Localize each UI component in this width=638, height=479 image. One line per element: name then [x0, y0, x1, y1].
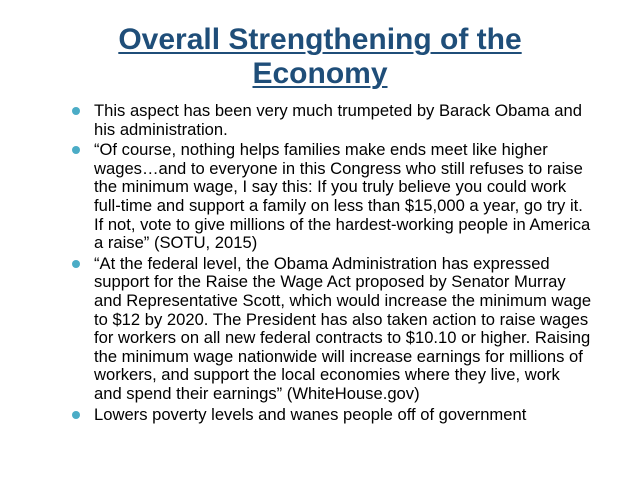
round-bullet-icon: [72, 411, 80, 419]
bullet-text: “Of course, nothing helps families make ends meet like higher wages…and to everyone in this Congress who still refuses to raise the minimum wage, I say this: If you truly believe you could work full-time and support a family on less than $15,000 a year, go try it. If not, vote to give millions of the hardest-working people in America a raise” (SOTU, 2015): [94, 140, 591, 253]
bullet-item: [72, 141, 592, 253]
bullet-text: “At the federal level, the Obama Administration has expressed support for the Raise the Wage Act proposed by Senator Murray and Representative Scott, which would increase the minimum wage to $12 by 2020. The President has also taken action to raise wages for workers on all new federal contracts to $10.10 or higher. Raising the minimum wage nationwide will increase earnings for millions of workers, and support the local economies where they live, work and spend their earnings” (WhiteHouse.gov): [94, 253, 592, 403]
bullet-item: [72, 406, 592, 425]
round-bullet-icon: [72, 107, 80, 115]
bullet-text: This aspect has been very much trumpeted by Barack Obama and his administration.: [94, 101, 582, 139]
bullet-text: Lowers poverty levels and wanes people off of government: [94, 404, 527, 424]
slide-title: Overall Strengthening of the Economy: [118, 23, 522, 91]
bullet-item: [72, 102, 592, 139]
bullet-list: [72, 102, 592, 424]
round-bullet-icon: [72, 260, 80, 268]
bullet-item: [72, 255, 592, 404]
round-bullet-icon: [72, 146, 80, 154]
